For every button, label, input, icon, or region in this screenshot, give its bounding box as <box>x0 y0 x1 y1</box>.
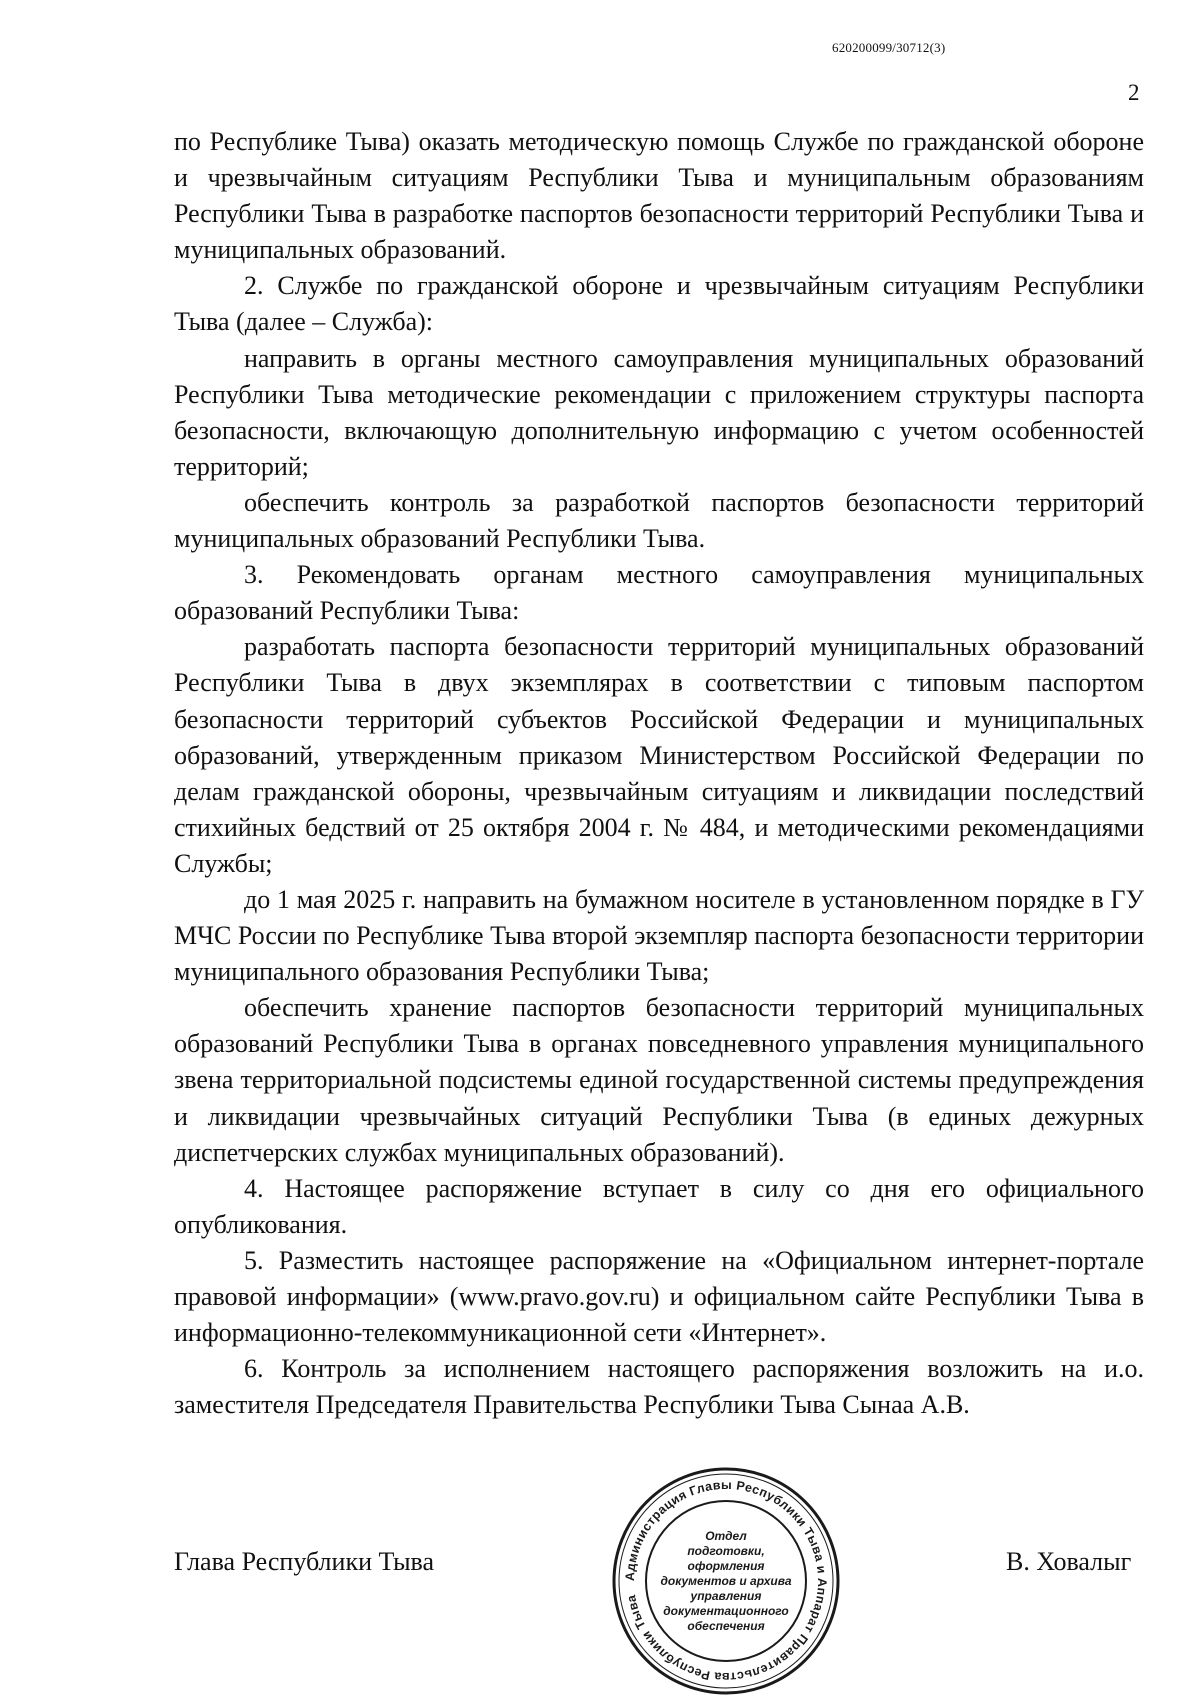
paragraph-subitem: обеспечить хранение паспортов безопасности территорий муниципальных образований Республики Тыва в органах повседневного управления муниципального звена территориальной подсистемы единой государственной системы предупреждения и ликвидации чрезвычайных ситуаций Республики Тыва (в единых дежурных диспетчерских службах муниципальных образований). <box>174 993 1144 1167</box>
document-id: 620200099/30712(3) <box>832 40 946 55</box>
paragraph-subitem: до 1 мая 2025 г. направить на бумажном носителе в установленном порядке в ГУ МЧС России по Республике Тыва второй экземпляр паспорта безопасности территории муниципального образования Республики Тыва; <box>174 884 1144 987</box>
paragraph-item-3: 3. Рекомендовать органам местного самоуправления муниципальных образований Республики Тыва: <box>174 560 1144 626</box>
seal-inner-line: оформления <box>687 1559 765 1573</box>
seal-inner-line: документов и архива <box>660 1574 792 1588</box>
document-body <box>174 124 1144 1423</box>
page-number: 2 <box>1128 80 1140 105</box>
seal-outer-text: Администрация Главы Республики Тыва и Аппарат Правительства Республики Тыва <box>622 1477 830 1685</box>
paragraph-continuation: по Республике Тыва) оказать методическую помощь Службе по гражданской обороне и чрезвычайным ситуациям Республики Тыва и муниципальным образованиям Республики Тыва в разработке паспортов безопасности территорий Республики Тыва и муниципальных образований. <box>174 127 1144 265</box>
paragraph-subitem: разработать паспорта безопасности территорий муниципальных образований Республики Тыва в двух экземплярах в соответствии с типовым паспортом безопасности территорий субъектов Российской Федерации и муниципальных образований, утвержденным приказом Министерством Российской Федерации по делам гражданской обороны, чрезвычайным ситуациям и ликвидации последствий стихийных бедствий от 25 октября 2004 г. № 484, и методическими рекомендациями Службы; <box>174 632 1144 878</box>
seal-inner-text <box>660 1529 791 1633</box>
seal-inner-line: обеспечения <box>687 1619 765 1633</box>
seal-inner-line: Отдел <box>705 1529 747 1543</box>
signatory-name: В. Ховалыг <box>1006 1547 1132 1576</box>
paragraph-subitem: направить в органы местного самоуправления муниципальных образований Республики Тыва методические рекомендации с приложением структуры паспорта безопасности, включающую дополнительную информацию с учетом особенностей территорий; <box>174 343 1144 481</box>
paragraph-subitem: обеспечить контроль за разработкой паспортов безопасности территорий муниципальных образований Республики Тыва. <box>174 487 1144 554</box>
seal-inner-line: документационного <box>663 1604 789 1618</box>
paragraph-item-4: 4. Настоящее распоряжение вступает в силу со дня его официального опубликования. <box>174 1173 1144 1239</box>
paragraph-item-6: 6. Контроль за исполнением настоящего распоряжения возложить на и.о. заместителя Председателя Правительства Республики Тыва Сынаа А.В. <box>174 1354 1144 1420</box>
paragraph-item-5: 5. Разместить настоящее распоряжение на «Официальном интернет-портале правовой информации» (www.pravo.gov.ru) и официальном сайте Республики Тыва в информационно-телекоммуникационной сети «Интернет». <box>174 1245 1144 1348</box>
official-seal <box>610 1465 842 1697</box>
signatory-position: Глава Республики Тыва <box>174 1547 435 1576</box>
seal-inner-line: управления <box>690 1589 762 1603</box>
seal-inner-line: подготовки, <box>687 1544 765 1558</box>
paragraph-item-2: 2. Службе по гражданской обороне и чрезвычайным ситуациям Республики Тыва (далее – Служба): <box>174 271 1144 337</box>
